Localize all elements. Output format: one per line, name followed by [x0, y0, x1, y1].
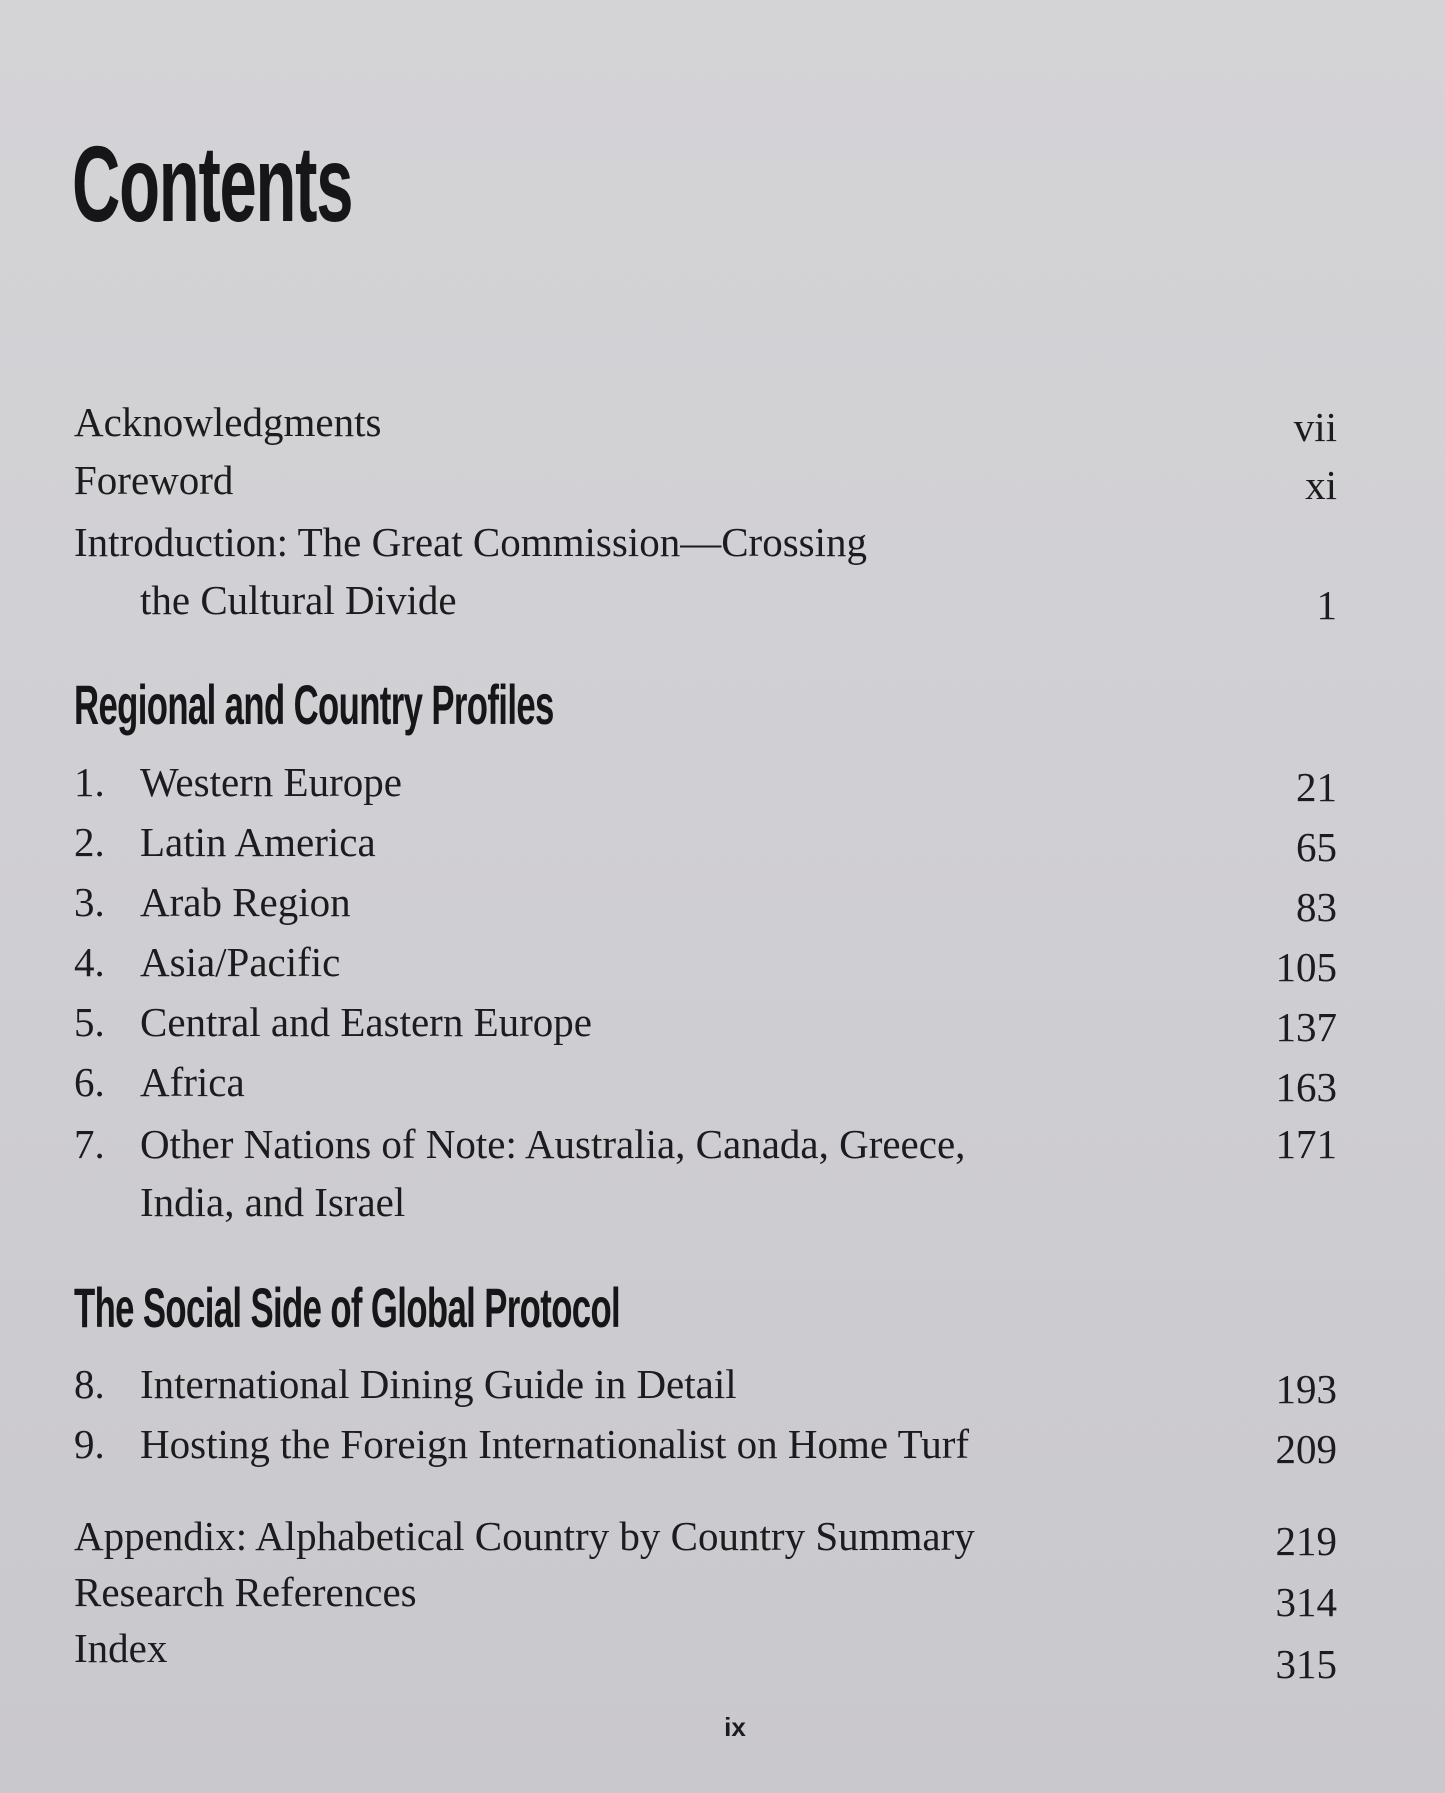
toc-entry-page: 105 [1275, 944, 1337, 990]
toc-entry-page: 315 [1275, 1641, 1337, 1687]
toc-entry-page: 193 [1275, 1366, 1337, 1412]
toc-entry-title: Acknowledgments [74, 399, 382, 445]
toc-entry-title-continuation: the Cultural Divide [140, 577, 457, 623]
toc-entry-page: 83 [1296, 884, 1337, 930]
toc-entry-page: 209 [1275, 1426, 1337, 1472]
toc-entry-page: 171 [1275, 1121, 1337, 1167]
chapter-number: 2. [74, 819, 105, 865]
toc-entry-page: xi [1305, 462, 1337, 508]
page-number-folio: ix [724, 1712, 746, 1742]
toc-entry-title: Central and Eastern Europe [140, 999, 592, 1045]
toc-entry-page: 21 [1296, 764, 1337, 810]
chapter-number: 5. [74, 999, 105, 1045]
chapter-number: 1. [74, 759, 105, 805]
toc-entry-title: Hosting the Foreign Internationalist on Home Turf [140, 1421, 970, 1467]
chapter-number: 3. [74, 879, 105, 925]
toc-entry-title: Research References [74, 1569, 417, 1615]
toc-entry-title: Latin America [140, 819, 376, 865]
toc-entry-title: Introduction: The Great Commission—Crossing [74, 519, 867, 565]
chapter-number: 9. [74, 1421, 105, 1467]
toc-entry-page: 219 [1275, 1518, 1337, 1564]
toc-entry-title: Index [74, 1625, 168, 1671]
toc-entry-page: 163 [1275, 1064, 1337, 1110]
toc-entry-title: Foreword [74, 457, 234, 503]
toc-entry-introduction[interactable] [74, 512, 1337, 630]
toc-entry-title: Appendix: Alphabetical Country by Country Summary [74, 1513, 975, 1559]
toc-entry-title: Other Nations of Note: Australia, Canada, Greece, [140, 1121, 966, 1167]
chapter-number: 7. [74, 1121, 105, 1167]
toc-entry-title: International Dining Guide in Detail [140, 1361, 737, 1407]
toc-entry-title: Africa [140, 1059, 245, 1105]
section-heading-regional-profiles: Regional and Country Profiles [74, 673, 554, 736]
toc-entry-title: Asia/Pacific [140, 939, 341, 985]
toc-entry-page: vii [1293, 404, 1337, 450]
toc-entry-title: Arab Region [140, 879, 351, 925]
section-heading-social-side: The Social Side of Global Protocol [74, 1276, 621, 1339]
page-title: Contents [72, 123, 353, 244]
toc-entry-title: Western Europe [140, 759, 402, 805]
toc-entry-page: 65 [1296, 824, 1337, 870]
chapter-number: 6. [74, 1059, 105, 1105]
toc-entry-title-continuation: India, and Israel [140, 1179, 406, 1225]
toc-entry-page: 314 [1275, 1579, 1337, 1625]
toc-entry-page: 137 [1275, 1004, 1337, 1050]
chapter-number: 4. [74, 939, 105, 985]
chapter-number: 8. [74, 1361, 105, 1407]
toc-entry-page: 1 [1316, 582, 1337, 628]
toc-entry-chapter-7[interactable] [74, 1114, 1337, 1232]
